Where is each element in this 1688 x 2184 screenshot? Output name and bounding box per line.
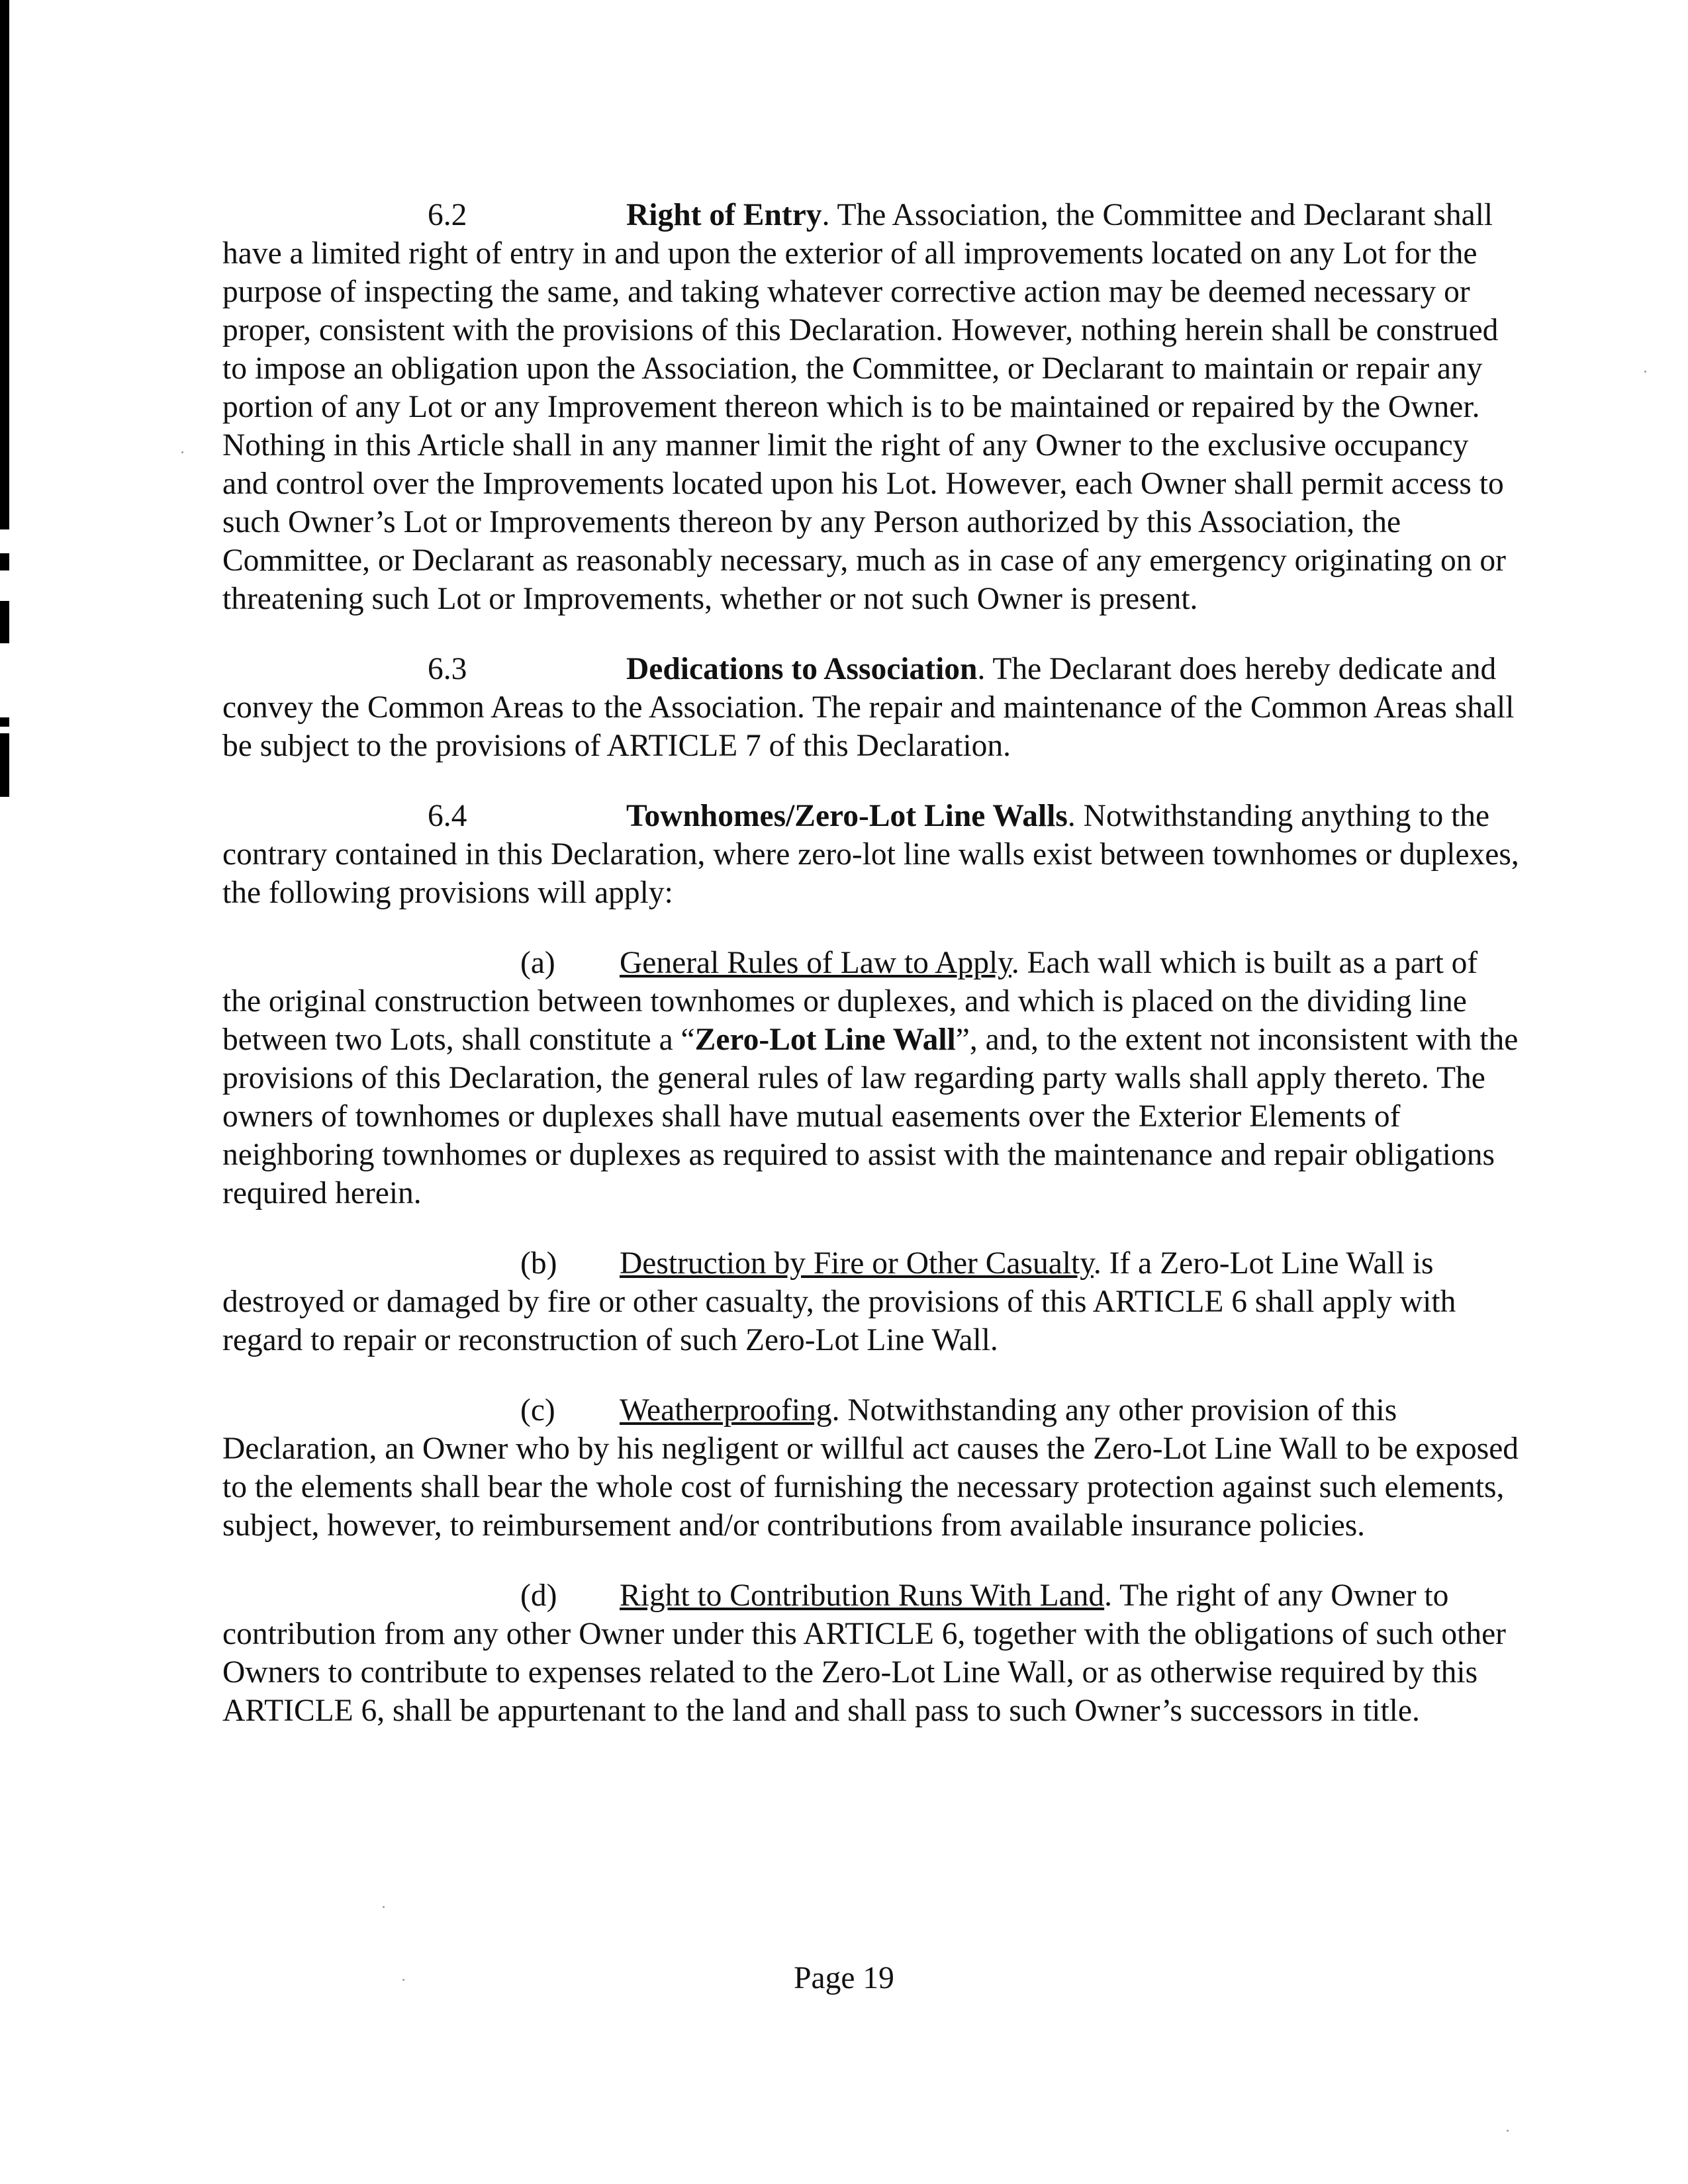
section-number: 6.2 xyxy=(428,198,467,232)
subsection-body: . Notwithstanding any other provision of this Declaration, an Owner who by his negligent or willful act causes the Zero-Lot Line Wall to be exposed to the elements shall bear the whole cost of furnishing the necessary protection against such elements, subject, however, to reimbursement and/or contributions from available insurance policies. xyxy=(222,1393,1519,1543)
scan-speck xyxy=(1644,371,1646,373)
subsection-body: . Each wall which is built as a part of the original construction between townhomes or duplexes, and which is placed on the dividing line between two Lots, shall constitute a “ xyxy=(222,946,1478,1057)
section-number: 6.4 xyxy=(428,799,467,833)
scan-speck xyxy=(181,451,183,453)
subsection-title: General Rules of Law to Apply xyxy=(620,946,1011,980)
document-page xyxy=(222,196,1520,1730)
subsection-body: . If a Zero-Lot Line Wall is destroyed or damaged by fire or other casualty, the provisions of this ARTICLE 6 shall apply with regard to repair or reconstruction of such Zero-Lot Line Wall. xyxy=(222,1246,1456,1357)
subsection-a xyxy=(222,944,1520,1212)
subsection-b xyxy=(222,1244,1520,1359)
page-number: Page 19 xyxy=(794,1961,894,1995)
section-body: . The Association, the Committee and Declarant shall have a limited right of entry in and upon the exterior of all improvements located on any Lot for the purpose of inspecting the same, and taking whatever corrective action may be deemed necessary or proper, consistent with the provisions of this Declaration. However, nothing herein shall be construed to impose an obligation upon the Association, the Committee, or Declarant to maintain or repair any portion of any Lot or any Improvement thereon which is to be maintained or repaired by the Owner. Nothing in this Article shall in any manner limit the right of any Owner to the exclusive occupancy and control over the Improvements located upon his Lot. However, each Owner shall permit access to such Owner’s Lot or Improvements thereon by any Person authorized by this Association, the Committee, or Declarant as reasonably necessary, much as in case of any emergency originating on or threatening such Lot or Improvements, whether or not such Owner is present. xyxy=(222,198,1506,616)
section-title: Dedications to Association xyxy=(626,652,978,686)
section-body: . Notwithstanding anything to the contrary contained in this Declaration, where zero-lot line walls exist between townhomes or duplexes, the following provisions will apply: xyxy=(222,799,1519,910)
section-number: 6.3 xyxy=(428,652,467,686)
subsection-letter: (b) xyxy=(520,1246,557,1281)
subsection-title: Weatherproofing xyxy=(620,1393,832,1428)
subsection-d xyxy=(222,1576,1520,1730)
scan-edge-mark-3 xyxy=(0,717,9,727)
section-title: Townhomes/Zero-Lot Line Walls xyxy=(626,799,1068,833)
subsection-letter: (a) xyxy=(520,946,555,980)
section-6-4 xyxy=(222,797,1520,912)
section-title: Right of Entry xyxy=(626,198,822,232)
scan-edge-mark-4 xyxy=(0,733,9,797)
subsection-letter: (c) xyxy=(520,1393,555,1428)
subsection-letter: (d) xyxy=(520,1578,557,1613)
scan-edge-mark-1 xyxy=(0,553,9,570)
defined-term: Zero-Lot Line Wall xyxy=(694,1023,956,1057)
subsection-title: Right to Contribution Runs With Land xyxy=(620,1578,1105,1613)
subsection-body: . The right of any Owner to contribution from any other Owner under this ARTICLE 6, together with the obligations of such other Owners to contribute to expenses related to the Zero-Lot Line Wall, or as otherwise required by this ARTICLE 6, shall be appurtenant to the land and shall pass to such Owner’s successors in title. xyxy=(222,1578,1506,1728)
subsection-body-cont: ”, and, to the extent not inconsistent with the provisions of this Declaration, the general rules of law regarding party walls shall apply thereto. The owners of townhomes or duplexes shall have mutual easements over the Exterior Elements of neighboring townhomes or duplexes as required to assist with the maintenance and repair obligations required herein. xyxy=(222,1023,1519,1210)
section-6-2 xyxy=(222,196,1520,618)
scan-edge-mark-2 xyxy=(0,601,9,643)
subsection-c xyxy=(222,1391,1520,1545)
scan-edge-bar-top xyxy=(0,0,9,529)
section-body: . The Declarant does hereby dedicate and convey the Common Areas to the Association. The repair and maintenance of the Common Areas shall be subject to the provisions of ARTICLE 7 of this Declaration. xyxy=(222,652,1515,763)
scan-speck xyxy=(383,1906,385,1908)
section-6-3 xyxy=(222,650,1520,765)
subsection-title: Destruction by Fire or Other Casualty xyxy=(620,1246,1094,1281)
scan-speck xyxy=(1507,2130,1509,2132)
